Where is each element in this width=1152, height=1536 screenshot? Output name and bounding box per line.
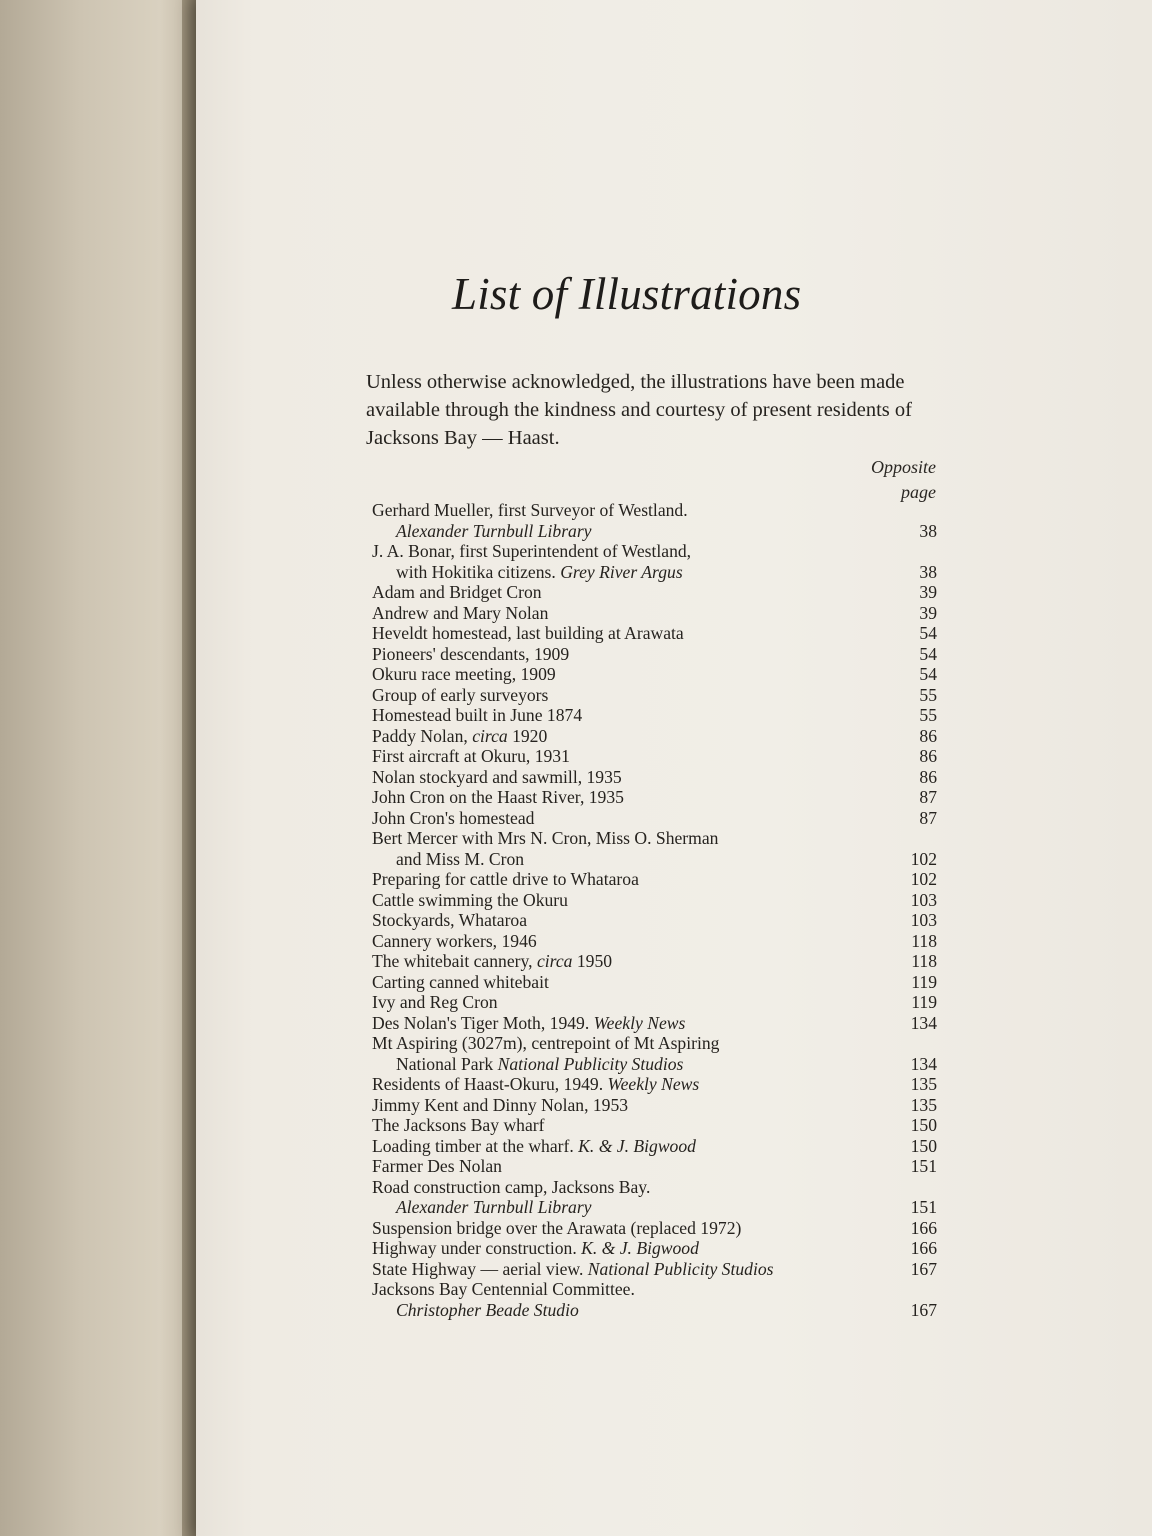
entry-caption-line	[372, 1197, 937, 1218]
entry-text: John Cron's homestead	[372, 807, 535, 828]
entry-text: and Miss M. Cron	[396, 848, 525, 869]
entry-caption-line	[372, 1177, 937, 1198]
entry-page-number: 86	[919, 746, 937, 766]
entry-caption-line	[372, 910, 937, 931]
entry-text: Carting canned whitebait	[372, 971, 549, 992]
list-item	[372, 931, 937, 952]
entry-credit: Christopher Beade Studio	[396, 1299, 579, 1320]
entry-text: Cannery workers, 1946	[372, 930, 537, 951]
entry-caption-line	[372, 890, 937, 911]
entry-page-number: 118	[911, 951, 937, 971]
entry-page-number: 55	[919, 684, 937, 705]
entry-caption-line	[372, 562, 937, 583]
list-item	[372, 500, 937, 541]
entry-caption-line	[372, 767, 937, 788]
list-item	[372, 910, 937, 931]
list-item	[372, 1156, 937, 1177]
entry-text: The Jacksons Bay wharf	[372, 1115, 545, 1135]
entry-page-number: 135	[910, 1074, 937, 1094]
entry-text: Preparing for cattle drive to Whataroa	[372, 869, 639, 889]
entry-text: Stockyards, Whataroa	[372, 910, 528, 930]
entry-caption-line	[372, 1115, 937, 1136]
list-item	[372, 705, 937, 726]
entry-text: Suspension bridge over the Arawata (replaced 1972)	[372, 1217, 742, 1238]
list-item	[372, 603, 937, 624]
entry-caption-line	[372, 1218, 937, 1239]
entry-text: John Cron on the Haast River, 1935	[372, 787, 624, 807]
entry-text: Nolan stockyard and sawmill, 1935	[372, 766, 622, 787]
entry-page-number: 151	[910, 1197, 937, 1217]
book-cover-edge	[0, 0, 200, 1536]
entry-caption-line	[372, 1300, 937, 1321]
entry-caption-line	[372, 603, 937, 624]
entry-text: Cattle swimming the Okuru	[372, 889, 568, 910]
entry-caption-line	[372, 992, 937, 1013]
list-item	[372, 582, 937, 603]
entry-credit: National Publicity Studios	[587, 1258, 774, 1279]
entry-credit: K. & J. Bigwood	[578, 1135, 696, 1156]
entry-page-number: 86	[919, 725, 937, 746]
entry-text: Loading timber at the wharf.	[372, 1135, 579, 1156]
entry-text: Paddy Nolan,	[372, 725, 473, 746]
list-item	[372, 1095, 937, 1116]
list-item	[372, 664, 937, 685]
entry-text: Bert Mercer with Mrs N. Cron, Miss O. Sherman	[372, 828, 719, 848]
list-item	[372, 808, 937, 829]
entry-text: Group of early surveyors	[372, 684, 549, 705]
entry-page-number: 119	[911, 992, 937, 1012]
entry-credit: circa	[472, 725, 508, 746]
entry-page-number: 167	[910, 1258, 937, 1279]
entry-page-number: 134	[910, 1053, 937, 1074]
entry-page-number: 54	[919, 643, 937, 664]
entry-caption-line	[372, 1054, 937, 1075]
entry-text: Andrew and Mary Nolan	[372, 602, 549, 623]
entry-text: National Park	[396, 1053, 498, 1074]
entry-credit: Alexander Turnbull Library	[396, 1197, 592, 1217]
entry-caption-line	[372, 849, 937, 870]
entry-page-number: 150	[910, 1135, 937, 1156]
page-title: List of Illustrations	[452, 269, 802, 319]
entry-caption-line	[372, 582, 937, 603]
list-item	[372, 787, 937, 808]
list-item	[372, 1218, 937, 1239]
entry-caption-line	[372, 869, 937, 890]
list-item	[372, 1177, 937, 1218]
list-item	[372, 1013, 937, 1034]
column-header-line: Opposite	[871, 457, 936, 477]
entry-text: Residents of Haast-Okuru, 1949.	[372, 1074, 608, 1094]
entry-caption-line	[372, 828, 937, 849]
entry-text: Okuru race meeting, 1909	[372, 664, 556, 684]
entry-page-number: 102	[910, 848, 937, 869]
entry-caption-line	[372, 1033, 937, 1054]
entry-caption-line	[372, 746, 937, 767]
entry-caption-line	[372, 685, 937, 706]
entry-credit: Weekly News	[593, 1012, 686, 1033]
list-item	[372, 644, 937, 665]
entry-page-number: 54	[919, 623, 937, 643]
entry-text: Gerhard Mueller, first Surveyor of Westland.	[372, 500, 688, 520]
entry-page-number: 87	[919, 807, 937, 828]
list-item	[372, 890, 937, 911]
entry-page-number: 39	[919, 582, 937, 602]
entry-caption-line	[372, 644, 937, 665]
entry-page-number: 135	[910, 1094, 937, 1115]
entry-credit: circa	[536, 951, 573, 971]
intro-line: Unless otherwise acknowledged, the illustrations have been made	[366, 371, 905, 393]
entry-page-number: 166	[910, 1217, 937, 1238]
entry-text: Jacksons Bay Centennial Committee.	[372, 1279, 635, 1299]
entry-text: Heveldt homestead, last building at Arawata	[372, 623, 684, 643]
list-item	[372, 623, 937, 644]
list-item	[372, 1259, 937, 1280]
entry-text: First aircraft at Okuru, 1931	[372, 746, 570, 766]
list-item	[372, 541, 937, 582]
entry-text: Ivy and Reg Cron	[372, 992, 498, 1012]
entry-credit: Grey River Argus	[560, 561, 683, 582]
intro-line: available through the kindness and courtesy of present residents of	[366, 399, 912, 421]
column-header-opposite-page	[836, 455, 936, 505]
entry-page-number: 55	[919, 705, 937, 725]
entry-page-number: 38	[919, 520, 937, 541]
entry-page-number: 134	[910, 1012, 937, 1033]
entry-page-number: 118	[911, 930, 937, 951]
entry-credit: K. & J. Bigwood	[581, 1238, 699, 1258]
entry-text: Pioneers' descendants, 1909	[372, 643, 570, 664]
entry-text: with Hokitika citizens.	[396, 561, 561, 582]
entry-text: Farmer Des Nolan	[372, 1156, 502, 1176]
list-item	[372, 1033, 937, 1074]
entry-caption-line	[372, 623, 937, 644]
entry-page-number: 166	[910, 1238, 937, 1258]
intro-paragraph	[366, 368, 956, 452]
list-item	[372, 1074, 937, 1095]
entry-text: Highway under construction.	[372, 1238, 582, 1258]
entry-caption-line	[372, 951, 937, 972]
entry-text: Road construction camp, Jacksons Bay.	[372, 1176, 651, 1197]
entry-caption-line	[372, 808, 937, 829]
list-item	[372, 972, 937, 993]
entry-page-number: 151	[910, 1156, 937, 1176]
list-item	[372, 992, 937, 1013]
list-item	[372, 726, 937, 747]
entry-caption-line	[372, 1095, 937, 1116]
list-item	[372, 1115, 937, 1136]
entry-page-number: 119	[911, 971, 937, 992]
entry-caption-line	[372, 1013, 937, 1034]
list-item	[372, 951, 937, 972]
entry-caption-line	[372, 1279, 937, 1300]
list-item	[372, 1238, 937, 1259]
list-item	[372, 869, 937, 890]
entry-text: Adam and Bridget Cron	[372, 582, 542, 602]
intro-line: Jacksons Bay — Haast.	[366, 427, 560, 449]
entry-text: Jimmy Kent and Dinny Nolan, 1953	[372, 1094, 629, 1115]
entry-text: Homestead built in June 1874	[372, 705, 583, 725]
entry-text: J. A. Bonar, first Superintendent of Westland,	[372, 541, 692, 561]
list-item	[372, 1279, 937, 1320]
entry-page-number: 54	[919, 664, 937, 684]
illustrations-list	[372, 500, 937, 1320]
column-header-line: page	[901, 482, 936, 502]
entry-page-number: 102	[910, 869, 937, 889]
list-item	[372, 1136, 937, 1157]
entry-page-number: 103	[910, 889, 937, 910]
entry-caption-line	[372, 664, 937, 685]
entry-caption-line	[372, 972, 937, 993]
entry-text: Mt Aspiring (3027m), centrepoint of Mt Aspiring	[372, 1033, 720, 1053]
entry-text: 1950	[572, 951, 613, 971]
list-item	[372, 767, 937, 788]
entry-caption-line	[372, 1136, 937, 1157]
entry-text: The whitebait cannery,	[372, 951, 537, 971]
entry-credit: Weekly News	[607, 1074, 700, 1094]
entry-page-number: 39	[919, 602, 937, 623]
entry-page-number: 103	[910, 910, 937, 930]
entry-text: State Highway — aerial view.	[372, 1258, 588, 1279]
book-page	[196, 0, 1152, 1536]
entry-caption-line	[372, 1238, 937, 1259]
entry-caption-line	[372, 931, 937, 952]
entry-page-number: 87	[919, 787, 937, 807]
entry-credit: National Publicity Studios	[497, 1053, 684, 1074]
entry-text: Des Nolan's Tiger Moth, 1949.	[372, 1012, 594, 1033]
entry-caption-line	[372, 541, 937, 562]
list-item	[372, 685, 937, 706]
list-item	[372, 828, 937, 869]
entry-caption-line	[372, 787, 937, 808]
entry-page-number: 150	[910, 1115, 937, 1135]
list-item	[372, 746, 937, 767]
entry-caption-line	[372, 1074, 937, 1095]
entry-credit: Alexander Turnbull Library	[396, 520, 592, 541]
entry-text: 1920	[507, 725, 548, 746]
entry-caption-line	[372, 705, 937, 726]
entry-caption-line	[372, 521, 937, 542]
entry-page-number: 167	[910, 1299, 937, 1320]
entry-page-number: 86	[919, 766, 937, 787]
entry-page-number: 38	[919, 561, 937, 582]
entry-caption-line	[372, 1259, 937, 1280]
entry-caption-line	[372, 726, 937, 747]
entry-caption-line	[372, 500, 937, 521]
entry-caption-line	[372, 1156, 937, 1177]
